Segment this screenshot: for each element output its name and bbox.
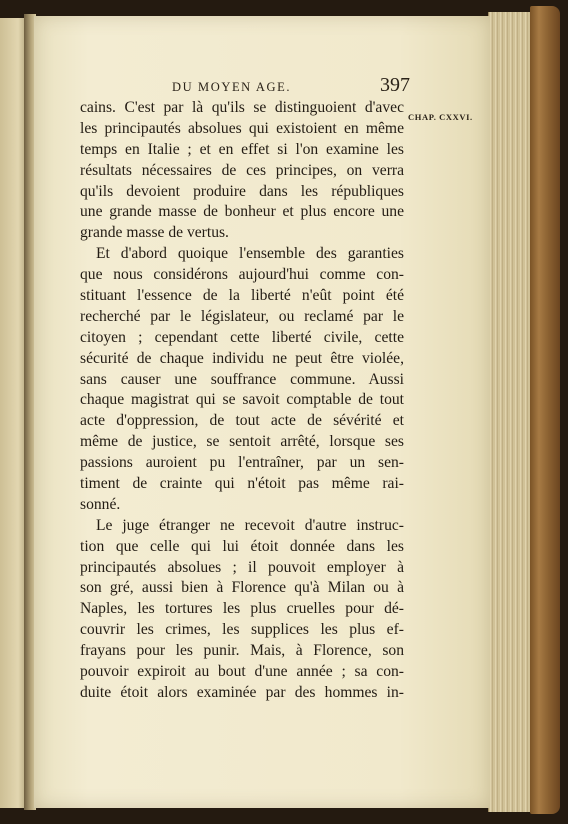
text-line: son gré, aussi bien à Florence qu'à Milan ou à (80, 579, 404, 597)
text-line: frayans pour les punir. Mais, à Florence, son (80, 642, 404, 660)
text-line: chaque magistrat qui se savoit comptable de tout (80, 391, 404, 409)
text-line: résultats nécessaires de ces principes, on verra (80, 161, 404, 179)
text-line: pouvoir expiroit au bout d'une année ; sa con- (80, 663, 404, 681)
text-line: duite étoit alors examinée par des hommes in- (80, 683, 404, 701)
text-line: passions auroient pu l'entraîner, par un sen- (80, 454, 404, 472)
text-line: Le juge étranger ne recevoit d'autre instruc- (96, 516, 404, 534)
text-line: cains. C'est par là qu'ils se distinguoient d'avec (80, 99, 404, 116)
text-line: Naples, les tortures les plus cruelles pour dé- (80, 600, 404, 618)
text-line: qu'ils devoient produire dans les républiques (80, 182, 404, 200)
text-line: stituant l'essence de la liberté n'eût point été (80, 287, 404, 305)
text-line: recherché par le législateur, ou reclamé par le (80, 307, 404, 325)
text-line: principautés absolues ; il pouvoit employer à (80, 558, 404, 576)
text-line: acte d'oppression, de tout acte de sévérité et (80, 412, 404, 430)
paragraph (80, 98, 404, 244)
chapter-marginal-note: CHAP. CXXVI. (408, 112, 473, 122)
page-number: 397 (380, 74, 410, 96)
text-line: couvrir les crimes, les supplices les plus ef- (80, 621, 404, 639)
text-line: que nous considérons aujourd'hui comme con- (80, 266, 404, 284)
text-line: sécurité de chaque individu ne peut être violée, (80, 349, 404, 367)
leather-cover-edge (530, 6, 560, 814)
text-line: les principautés absolues qui existoient en même (80, 119, 404, 137)
text-line: temps en Italie ; et en effet si l'on examine les (80, 140, 404, 158)
paragraph (80, 244, 404, 516)
left-page-edge (0, 18, 27, 808)
page-stack-edge (488, 12, 533, 812)
text-line: même de justice, se sentoit arrêté, lorsque ses (80, 433, 404, 451)
text-line: citoyen ; cependant cette liberté civile, cette (80, 328, 404, 346)
text-line: sans causer une souffrance commune. Aussi (80, 370, 404, 388)
body-text (80, 98, 404, 704)
paragraph (80, 516, 404, 704)
text-line: sonné. (80, 495, 121, 513)
text-line: grande masse de vertus. (80, 224, 229, 242)
text-line: Et d'abord quoique l'ensemble des garanties (96, 245, 404, 263)
running-title: DU MOYEN AGE. (172, 80, 292, 94)
text-line: tion que celle qui lui étoit donnée dans les (80, 537, 404, 555)
text-line: timent de crainte qui n'étoit pas même rai- (80, 475, 404, 493)
text-line: une grande masse de bonheur et plus encore une (80, 203, 404, 221)
